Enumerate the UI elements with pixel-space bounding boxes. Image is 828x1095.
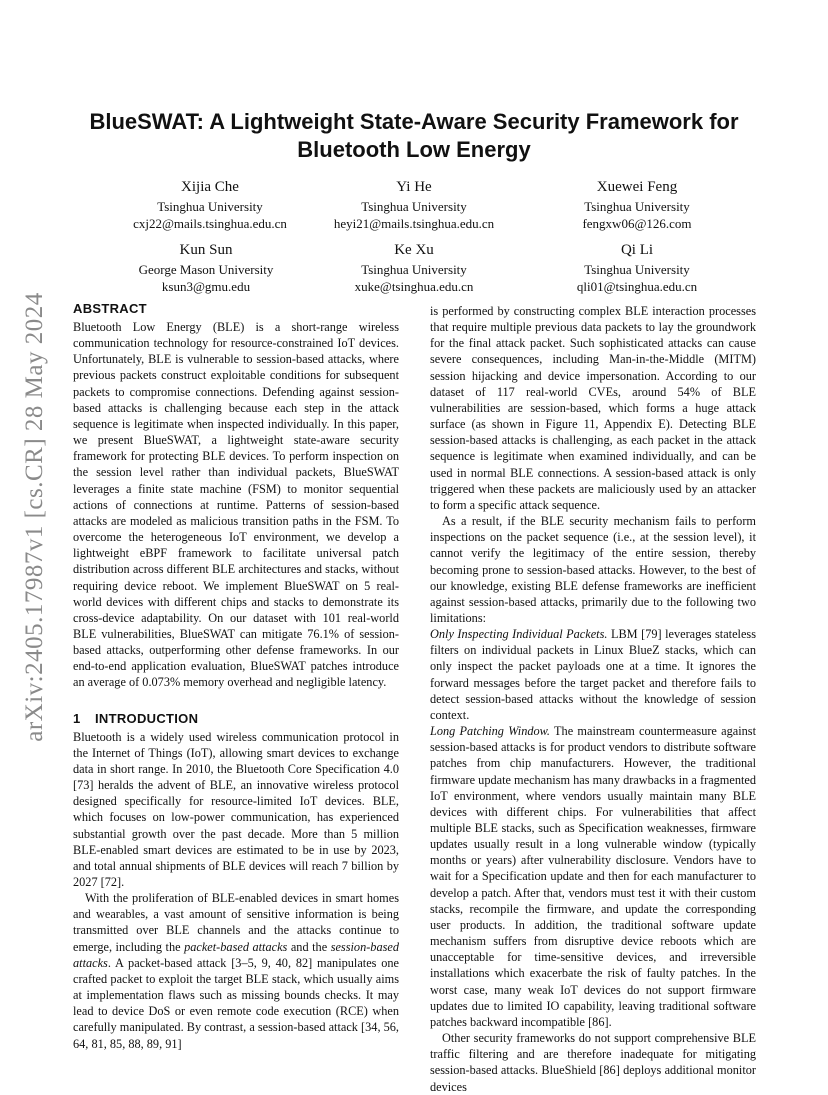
- intro-paragraph-7: Other security frameworks do not support comprehensive BLE traffic filtering and are therefore inadequate for mitigating session-based attacks. BlueShield [86] deploys additional monitor devices: [430, 1031, 756, 1094]
- author-email[interactable]: cxj22@mails.tsinghua.edu.cn: [133, 216, 287, 231]
- intro-paragraph-3: is performed by constructing complex BLE interaction processes that require multiple previous data packets to lay the groundwork for the final attack packet. Such sophisticated attacks can cause severe consequences, including Man-in-the-Middle (MITM) session hijacking and device impersonation. According to our dataset of 117 real-world CVEs, around 54% of BLE vulnerabilities are session-based, which forms a huge attack surface (as shown in Figure 11, Appendix E). Detecting BLE session-based attacks is challenging, as each packet in the attack sequence is legitimate when examined individually, and can be used in normal BLE connections. A session-based attack is only triggered when these packets are maliciously used by an attacker to form a specific attack sequence.: [430, 304, 756, 512]
- author-email[interactable]: qli01@tsinghua.edu.cn: [576, 279, 698, 294]
- emphasis-long-patching: Long Patching Window.: [430, 724, 550, 739]
- author-email[interactable]: fengxw06@126.com: [582, 216, 692, 231]
- author-name: Xijia Che: [181, 179, 239, 195]
- section-gap: [73, 691, 399, 710]
- author-name: Ke Xu: [394, 242, 434, 258]
- introduction-heading: [73, 710, 399, 728]
- section-title: INTRODUCTION: [95, 710, 199, 726]
- title-line-1: BlueSWAT: A Lightweight State-Aware Security Framework for: [89, 109, 739, 134]
- intro-paragraph-4: As a result, if the BLE security mechanism fails to perform inspections on the packet sequence (i.e., at the session level), it cannot verify the legitimacy of the entire session, thereby becoming prone to session-based attacks. However, to the best of our knowledge, existing BLE defense frameworks are inefficient against session-based attacks, primarily due to the following two limitations:: [430, 514, 756, 625]
- paper-title: [72, 108, 756, 164]
- title-line-2: Bluetooth Low Energy: [297, 137, 531, 162]
- author-email[interactable]: heyi21@mails.tsinghua.edu.cn: [333, 216, 495, 231]
- arxiv-side-label: [16, 278, 54, 756]
- text-run: With the proliferation of BLE-enabled devices in smart homes and wearables, a vast amount of sensitive information is being transmitted over BLE channels and the attacks continue to emerge, including the: [73, 891, 399, 954]
- author-name: Xuewei Feng: [596, 179, 678, 195]
- text-run: and the: [287, 939, 331, 954]
- author-block: [294, 241, 534, 295]
- author-name: Qi Li: [620, 242, 654, 258]
- text-run: The mainstream countermeasure against session-based attacks is for product vendors to distribute software patches from chip manufacturers. However, the traditional firmware update mechanism has many drawbacks in a fragmented IoT environment, where vendors usually maintain many BLE devices with different chips. For vulnerabilities that affect multiple BLE stacks, such as Specification weaknesses, firmware updates usually result in a long vulnerable window (typically months or years) after vulnerability disclosure. Vendors have to wait for a Specification update and then for each manufacturer to develop a patch. After that, vendors must test it with their custom stacks, recompile the firmware, and update the corresponding user products. In addition, the traditional software update mechanism suffers from disruptive device reboots which are unacceptable for time-sensitive devices, and irreversible installations which exacerbate the risk of faulty patches. In the worst case, many weak IoT devices do not support firmware updates due to limited IO capability, leaving traditional software patches backward incompatible [86].: [430, 724, 756, 1029]
- author-name: Yi He: [396, 179, 432, 195]
- intro-paragraph-2: [73, 890, 399, 1052]
- author-affiliation: Tsinghua University: [584, 199, 690, 214]
- intro-paragraph-5: [430, 626, 756, 723]
- abstract-text: Bluetooth Low Energy (BLE) is a short-range wireless communication technology for resource-constrained IoT devices. Unfortunately, BLE is vulnerable to session-based attacks, where previous packets construct exploitable conditions for subsequent packets to compromise connections. Defending against session-based attacks is challenging because each step in the attack sequence is legitimate when inspected individually. In this paper, we present BlueSWAT, a lightweight state-aware security framework for protecting BLE devices. To perform inspection on the session level rather than individual packets, BlueSWAT leverages a finite state machine (FSM) to monitor sequential actions of connections at runtime. Patterns of session-based attacks are modeled as malicious transition paths in the FSM. To overcome the heterogeneous IoT environment, we develop a lightweight eBPF framework to facilitate universal patch distribution across different BLE architectures and stacks, without requiring device reboot. We implement BlueSWAT on 5 real-world devices with different chips and stacks to demonstrate its cross-device adaptability. On our dataset with 101 real-world BLE vulnerabilities, BlueSWAT can mitigate 76.1% of session-based attacks, outperforming other defense frameworks. In our end-to-end application evaluation, BlueSWAT patches introduce an average of 0.073% memory overhead and negligible latency.: [73, 320, 399, 690]
- author-affiliation: Tsinghua University: [361, 262, 467, 277]
- author-affiliation: Tsinghua University: [157, 199, 263, 214]
- author-block: [517, 241, 757, 295]
- right-column: [430, 303, 756, 1095]
- emphasis-only-inspecting: Only Inspecting Individual Packets.: [430, 627, 608, 642]
- section-number: 1: [73, 710, 81, 726]
- author-email[interactable]: xuke@tsinghua.edu.cn: [354, 279, 474, 294]
- emphasis-packet-based: packet-based attacks: [184, 939, 288, 954]
- author-affiliation: Tsinghua University: [584, 262, 690, 277]
- intro-paragraph-6: [430, 723, 756, 1030]
- intro-paragraph-1: Bluetooth is a widely used wireless communication protocol in the Internet of Things (IoT), allowing smart devices to exchange data in short range. In 2010, the Bluetooth Core Specification 4.0 [73] heralds the advent of BLE, an innovative wireless protocol designed specifically for resource-limited IoT devices. BLE, which focuses on low-power communication, has experienced substantial growth over the past decade. More than 5 million BLE-enabled smart devices are estimated to be in use by 2023, and total annual shipments of BLE devices will reach 7 billion by 2027 [72].: [73, 729, 399, 889]
- abstract-heading: ABSTRACT: [73, 301, 147, 316]
- author-name: Kun Sun: [179, 242, 233, 258]
- author-affiliation: George Mason University: [138, 262, 274, 277]
- left-column: [73, 300, 399, 1052]
- emphasis-session-based: session-based attacks: [73, 939, 399, 970]
- text-run: LBM [79] leverages stateless filters on individual packets in Linux BlueZ stacks, which can only inspect the packet payloads one at a time. It ignores the forward messages before the target packet and therefore fails to detect session-based attacks without the knowledge of session context.: [430, 627, 756, 722]
- arxiv-identifier: arXiv:2405.17987v1 [cs.CR] 28 May 2024: [21, 292, 48, 742]
- author-block: [86, 241, 326, 295]
- author-block: [294, 178, 534, 232]
- text-run: . A packet-based attack [3–5, 9, 40, 82] manipulates one crafted packet to exploit the target BLE stack, which usually aims at implementation flaws such as missing bounds checks. It may lead to device DoS or even remote code execution (RCE) when carefully manipulated. By contrast, a session-based attack [34, 56, 64, 81, 85, 88, 89, 91]: [73, 955, 399, 1051]
- author-affiliation: Tsinghua University: [361, 199, 467, 214]
- author-email[interactable]: ksun3@gmu.edu: [161, 279, 251, 294]
- author-block: [517, 178, 757, 232]
